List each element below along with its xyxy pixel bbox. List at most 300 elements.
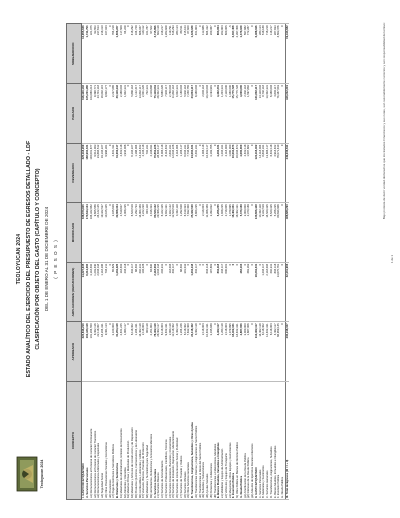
row-amount: 19,443,682 — [285, 24, 289, 84]
row-amount: 764,218 — [112, 24, 116, 84]
row-amount: 0 — [281, 262, 285, 322]
row-amount: 449,236,611 — [285, 143, 289, 203]
row-amount: 483,163 — [247, 262, 251, 322]
row-amount: 87,820 — [187, 24, 191, 84]
row-amount: 3,165,629 — [112, 203, 116, 263]
row-amount: 604,332 — [206, 24, 210, 84]
row-amount: 23,701,118 — [97, 84, 101, 144]
row-amount: 165,221,480 — [86, 84, 90, 144]
report-period: DEL 1 DE ENERO AL 31 DE DICIEMBRE DE 2024 — [44, 206, 49, 312]
report-subtitle: CLASIFICACIÓN POR OBJETO DEL GASTO (CAPÍTULO Y CONCEPTO) — [35, 168, 41, 350]
row-amount: 8,402,331 — [195, 143, 199, 203]
row-amount: 0 — [213, 24, 217, 84]
row-amount: 6,322,335 — [161, 203, 165, 263]
row-amount: 0 — [258, 262, 262, 322]
row-amount: 9,402,331 — [165, 203, 169, 263]
row-amount: 0 — [213, 84, 217, 144]
row-amount: 0 — [165, 262, 169, 322]
row-amount: 117,509 — [120, 24, 124, 84]
row-amount: 9,998,301 — [105, 143, 109, 203]
row-amount: 0 — [213, 262, 217, 322]
row-amount: 2,104,118 — [142, 143, 146, 203]
row-amount: 14,118,004 — [258, 84, 262, 144]
row-amount: 2,922,122 — [168, 203, 172, 263]
row-amount: 6,388,004 — [270, 84, 274, 144]
row-concept: a6) Previsiones — [108, 382, 112, 500]
report-title: ESTADO ANALÍTICO DEL EJERCICIO DEL PRESUPUESTO DE EGRESOS DETALLADO - LDF — [26, 140, 32, 378]
row-amount: 0 — [213, 322, 217, 382]
row-amount: 1,204,331 — [221, 143, 225, 203]
row-amount: 14,118,402 — [138, 143, 142, 203]
row-amount: 104,729 — [135, 24, 139, 84]
row-amount: 483,163 — [240, 262, 244, 322]
row-amount: 686,047 — [138, 24, 142, 84]
row-amount: 3,193,991 — [210, 84, 214, 144]
row-amount: 2,338,911 — [150, 143, 154, 203]
row-amount: 9,322,519 — [262, 203, 266, 263]
row-amount: 204,118 — [123, 262, 127, 322]
row-concept: E. Bienes Muebles, Inmuebles e Intangibles — [217, 382, 221, 500]
row-amount: 0 — [108, 84, 112, 144]
row-amount: 18,204,331 — [101, 322, 105, 382]
row-amount: 7,904,117 — [165, 84, 169, 144]
row-amount: 197,883 — [210, 262, 214, 322]
row-concept: F. Inversión Pública — [277, 382, 281, 500]
row-amount: 1,188,004 — [180, 84, 184, 144]
row-concept: b5) Productos Químicos, Farmacéuticos y de Laboratorio — [135, 382, 139, 500]
row-amount: 1,292,628 — [180, 203, 184, 263]
row-amount: 12,118,402 — [172, 322, 176, 382]
row-amount: 516,293 — [172, 24, 176, 84]
row-amount: 0 — [198, 203, 202, 263]
row-amount: 121,802,117 — [255, 84, 259, 144]
row-amount: 1,204,117 — [262, 262, 266, 322]
row-amount: 103,880,214 — [90, 84, 94, 144]
row-amount: 772,287 — [247, 24, 251, 84]
row-amount: 323,846,210 — [82, 322, 86, 382]
row-amount: 12,004,226 — [172, 143, 176, 203]
row-concept: F. Inversión Pública — [232, 382, 236, 500]
row-amount: 88,511 — [180, 24, 184, 84]
row-amount: 321,075 — [90, 24, 94, 84]
row-amount: 1,122,417 — [135, 84, 139, 144]
row-concept: III. Total de Egresos (III = I + II) — [285, 382, 289, 500]
row-amount: 101,787 — [146, 24, 150, 84]
row-amount: 318,217 — [161, 24, 165, 84]
row-amount: 1,204,226 — [180, 322, 184, 382]
row-amount: 118,402 — [120, 262, 124, 322]
row-concept: b9) Herramientas, Refacciones y Accesorios Menores — [150, 382, 154, 500]
row-amount: 10,218,004 — [206, 84, 210, 144]
footer-note: Bajo protesta de decir verdad declaramos que los Estados Financieros y sus notas, son razonablemente correctos y son responsabilidad del emisor. — [382, 22, 386, 220]
row-amount: 0 — [127, 84, 131, 144]
row-amount: 8,702,118 — [262, 84, 266, 144]
row-amount: 2,118,004 — [225, 322, 229, 382]
row-amount: 11,006,449 — [206, 203, 210, 263]
row-amount: 19,322,537 — [101, 203, 105, 263]
row-amount: 604,118 — [206, 262, 210, 322]
row-amount: 600,001 — [225, 262, 229, 322]
row-amount: 3,195,949 — [210, 322, 214, 382]
row-concept: d2) Transferencias al Resto del Sector Público — [198, 382, 202, 500]
row-amount: 3,193,765 — [210, 143, 214, 203]
row-amount: 8,402,116 — [93, 322, 97, 382]
row-amount: 704,211 — [105, 262, 109, 322]
row-amount: 18,402,331 — [232, 322, 236, 382]
row-amount: 2,519,627 — [120, 203, 124, 263]
row-amount: 0 — [108, 262, 112, 322]
row-concept: d3) Subsidios y Subvenciones — [202, 382, 206, 500]
row-amount: 12,402,331 — [266, 322, 270, 382]
row-amount: 2,402,118 — [243, 84, 247, 144]
row-amount: 6,118,402 — [183, 322, 187, 382]
row-amount: 24,002,331 — [191, 143, 195, 203]
row-amount: 237,613 — [97, 24, 101, 84]
row-amount: 80,520,122 — [153, 203, 157, 263]
row-amount: 0 — [251, 203, 255, 263]
row-amount: 118,112 — [142, 24, 146, 84]
row-concept: g1) Amortización de la Deuda Pública — [243, 382, 247, 500]
row-amount: 402,117 — [172, 262, 176, 322]
row-amount: 84,630 — [150, 262, 154, 322]
row-amount: 1,188,004 — [135, 143, 139, 203]
row-amount: 118,004 — [168, 262, 172, 322]
row-amount: 2,388,004 — [120, 84, 124, 144]
table-row — [285, 24, 289, 500]
row-amount: 0 — [243, 262, 247, 322]
row-amount: 7,744,580 — [187, 143, 191, 203]
row-amount: 3,100,000 — [112, 322, 116, 382]
row-amount: 23,804,117 — [191, 84, 195, 144]
row-amount: 76,071,430 — [277, 143, 281, 203]
row-concept: G. Deuda Pública — [240, 382, 244, 500]
row-amount: 2,118,004 — [266, 262, 270, 322]
row-concept: d1) Transferencias Internas y Asignaciones al Sector Público — [195, 382, 199, 500]
row-amount: 10,402,331 — [206, 322, 210, 382]
row-amount: 1,597,882 — [247, 143, 251, 203]
row-amount: 0 — [236, 262, 240, 322]
row-amount: 32,608,344 — [116, 203, 120, 263]
report-units: ( P E S O S ) — [53, 239, 58, 279]
row-amount: 804,118 — [146, 322, 150, 382]
row-amount: -5 — [228, 24, 232, 84]
row-amount: 204,117 — [221, 262, 225, 322]
row-amount: 93,553 — [93, 24, 97, 84]
row-amount: 6,104,227 — [131, 143, 135, 203]
row-concept: a1) Remuneraciones al Personal de Carácter Permanente — [90, 382, 94, 500]
row-amount: 16,002,115 — [101, 84, 105, 144]
row-concept: g2) Intereses de la Deuda Pública — [247, 382, 251, 500]
row-amount: 12,955,636 — [82, 24, 86, 84]
row-amount: 66,959,145 — [277, 322, 281, 382]
row-amount: 168,902,331 — [86, 143, 90, 203]
row-amount: 218,310 — [101, 24, 105, 84]
row-amount: 23,884,512 — [97, 143, 101, 203]
row-concept: d6) Transferencias a Fideicomisos, Mandatos — [213, 382, 217, 500]
row-amount: 0 — [146, 262, 150, 322]
row-amount: 31,002,117 — [116, 143, 120, 203]
row-amount: 3,393,832 — [210, 203, 214, 263]
row-concept: e1) Mobiliario y Equipo de Administración — [221, 382, 225, 500]
row-amount: 0 — [198, 24, 202, 84]
row-amount: 1,944,006 — [123, 143, 127, 203]
row-amount: 9,402,331 — [165, 322, 169, 382]
row-amount: 204,331 — [161, 262, 165, 322]
row-amount: 0 — [251, 24, 255, 84]
row-amount: 112,402,117 — [255, 322, 259, 382]
row-amount: 804,118 — [273, 262, 277, 322]
row-amount: 0 — [281, 322, 285, 382]
row-amount: 1,597,882 — [247, 84, 251, 144]
row-amount: 1,204,331 — [221, 84, 225, 144]
row-amount: 0 — [281, 24, 285, 84]
row-amount: 5,880,118 — [131, 84, 135, 144]
row-amount: 8,388,004 — [195, 84, 199, 144]
row-amount: 0 — [251, 322, 255, 382]
row-amount: 4,887,006 — [240, 322, 244, 382]
row-amount: 1,118,206 — [101, 262, 105, 322]
row-amount: 9,401,114 — [105, 322, 109, 382]
row-amount: 301,032 — [183, 262, 187, 322]
header-accrued: DEVENGADO — [67, 143, 82, 203]
row-amount: 5,206,235 — [273, 203, 277, 263]
row-concept: b6) Combustibles, Lubricantes y Aditivos — [138, 382, 142, 500]
row-amount: 8,118,402 — [262, 322, 266, 382]
row-amount: 3,000,000 — [243, 203, 247, 263]
row-amount: 24,118,402 — [191, 322, 195, 382]
row-amount: 325,118,209 — [82, 143, 86, 203]
row-amount: 0 — [281, 84, 285, 144]
row-amount: 64,229 — [123, 24, 127, 84]
row-amount: 1,079,995 — [228, 203, 232, 263]
row-amount: 4,000,000 — [240, 84, 244, 144]
row-amount: 0 — [127, 24, 131, 84]
row-amount: 0 — [232, 262, 236, 322]
row-amount: 600,005 — [225, 24, 229, 84]
row-concept: B. Materiales y Suministros — [262, 382, 266, 500]
row-amount: 4,402,117 — [273, 322, 277, 382]
row-amount: 74,387,543 — [277, 84, 281, 144]
row-amount: 8,804,235 — [195, 203, 199, 263]
row-amount: 88,402 — [135, 262, 139, 322]
row-amount: 2,804,118 — [168, 322, 172, 382]
row-amount: 14,804,449 — [138, 203, 142, 263]
row-amount: 22,118,007 — [97, 322, 101, 382]
row-concept: b8) Materiales y Suministros para Seguridad — [146, 382, 150, 500]
row-amount: 338,073,845 — [82, 203, 86, 263]
row-amount: 28,402,331 — [157, 84, 161, 144]
row-concept: e2) Vehículos y Equipo de Transporte — [225, 382, 229, 500]
row-amount: 14,402,118 — [258, 203, 262, 263]
row-amount: 12,520,519 — [172, 203, 176, 263]
row-amount: 18,402,331 — [232, 203, 236, 263]
row-concept: a5) Otras Prestaciones Sociales y Económicas — [105, 382, 109, 500]
row-concept: b3) Materias Primas y Materiales de Producción — [127, 382, 131, 500]
page-number: 1 de 1 — [390, 254, 394, 264]
row-amount: 1,204,331 — [135, 322, 139, 382]
row-amount: 0 — [198, 322, 202, 382]
row-concept: b2) Alimentos y Utensilios — [123, 382, 127, 500]
row-amount: 1,283,929 — [165, 24, 169, 84]
row-amount: 2,118,004 — [153, 262, 157, 322]
row-amount: 107,024 — [105, 24, 109, 84]
row-amount: 1,370,169 — [240, 24, 244, 84]
row-amount: 402,331 — [138, 262, 142, 322]
row-amount: 6,520,519 — [131, 203, 135, 263]
row-amount: 0 — [228, 262, 232, 322]
row-amount: 11,802,118 — [172, 84, 176, 144]
header-concept: CONCEPTO — [67, 382, 82, 500]
row-concept: d4) Ayudas Sociales — [206, 382, 210, 500]
row-amount: 7,832,400 — [187, 322, 191, 382]
row-amount: 8,214,006 — [86, 262, 90, 322]
row-amount: 14,520,335 — [266, 203, 270, 263]
row-amount: 0 — [108, 24, 112, 84]
row-amount: 1,204,118 — [191, 262, 195, 322]
row-amount: 402,117 — [131, 262, 135, 322]
row-amount: 1,408,235 — [221, 203, 225, 263]
row-amount: 2,118,004 — [202, 322, 206, 382]
row-amount: 13,802,117 — [138, 84, 142, 144]
row-amount: 8,804,331 — [262, 143, 266, 203]
row-amount: 2,397,458 — [232, 24, 236, 84]
row-amount: 2,008,235 — [123, 203, 127, 263]
row-amount: 2,802,331 — [168, 143, 172, 203]
row-amount: 804,118 — [146, 203, 150, 263]
row-amount: 440,242,219 — [285, 84, 289, 144]
row-amount: 2,237,085 — [112, 84, 116, 144]
row-amount: 18,402,331 — [236, 322, 240, 382]
row-concept: B. Materiales y Suministros — [116, 382, 120, 500]
row-amount: 6,488,046 — [255, 24, 259, 84]
header-sub-exercise: SUBEJERCICIO — [67, 24, 82, 84]
row-amount: 14,402,118 — [258, 322, 262, 382]
row-concept: C. Servicios Generales — [153, 382, 157, 500]
row-concept: b7) Vestuario, Blancos, Prendas de Protección — [142, 382, 146, 500]
row-amount: 0 — [108, 143, 112, 203]
row-amount: 16,004,873 — [232, 143, 236, 203]
row-amount: 104,001,877 — [90, 143, 94, 203]
row-amount: 13,804,117 — [266, 143, 270, 203]
row-amount: 130,606,448 — [255, 203, 259, 263]
row-concept: g3) Adeudos de Ejercicios Fiscales Anteriores — [251, 382, 255, 500]
row-concept: c7) Servicios de Traslado y Viáticos — [180, 382, 184, 500]
row-amount: 2,370,169 — [247, 203, 251, 263]
row-amount: 1,080,000 — [228, 84, 232, 144]
row-amount: 76,804,226 — [153, 143, 157, 203]
row-amount: 1,204,118 — [221, 322, 225, 382]
row-amount: 170,644,124 — [86, 203, 90, 263]
row-amount: 124,118,402 — [255, 143, 259, 203]
row-amount: 9,605,556 — [93, 203, 97, 263]
row-amount: 1,080,000 — [228, 143, 232, 203]
row-amount: 5,902,118 — [183, 84, 187, 144]
row-amount: 162,430,118 — [86, 322, 90, 382]
row-concept: b4) Materiales y Artículos de Construcción y de Reparación — [131, 382, 135, 500]
row-amount: 6,118,004 — [161, 322, 165, 382]
row-amount: 1,292,733 — [135, 203, 139, 263]
row-amount: 7,248,755 — [187, 84, 191, 144]
row-concept: c2) Servicios de Arrendamiento — [161, 382, 165, 500]
row-amount: 0 — [108, 203, 112, 263]
row-amount: 32,431,966 — [285, 262, 289, 322]
row-amount: 0 — [198, 262, 202, 322]
row-amount: 602,118 — [157, 24, 161, 84]
row-amount: 2,401,411 — [112, 143, 116, 203]
row-amount: 6,004,118 — [161, 143, 165, 203]
row-amount: 4,402,331 — [217, 143, 221, 203]
row-amount: 8,402,118 — [195, 322, 199, 382]
row-amount: 402,331 — [270, 262, 274, 322]
row-amount: 0 — [108, 322, 112, 382]
row-amount: 15,775,728 — [236, 84, 240, 144]
row-concept: c5) Servicios de Instalación, Reparación, Mantenimiento — [172, 382, 176, 500]
row-amount: 15,775,728 — [232, 84, 236, 144]
row-amount: 30,118,442 — [116, 84, 120, 144]
row-concept: c3) Servicios Profesionales, Científicos, Técnicos — [165, 382, 169, 500]
budget-table — [66, 23, 289, 500]
row-amount: 6,520,335 — [270, 203, 274, 263]
row-amount: 1,320,189 — [191, 24, 195, 84]
row-amount: 28,402,117 — [157, 322, 161, 382]
row-amount: 2,436,433 — [150, 203, 154, 263]
row-amount: 203,904 — [221, 24, 225, 84]
row-amount: 702,331 — [146, 84, 150, 144]
row-amount: 2,397,458 — [236, 24, 240, 84]
row-concept: c1) Servicios Básicos — [157, 382, 161, 500]
row-amount: 14,227,635 — [82, 262, 86, 322]
row-amount: 0 — [127, 143, 131, 203]
row-amount: 24,122,125 — [97, 203, 101, 263]
entity-name: TEOLOYUCAN 2024 — [16, 233, 22, 285]
row-amount: 1,004,118 — [157, 262, 161, 322]
row-concept: E. Bienes Muebles, Inmuebles e Intangibles — [273, 382, 277, 500]
row-amount: 0 — [213, 203, 217, 263]
row-amount: 1,741,793 — [86, 24, 90, 84]
row-amount: 4,918,402 — [273, 143, 277, 203]
row-amount: 287,833 — [273, 24, 277, 84]
row-concept: c9) Otros Servicios Generales — [187, 382, 191, 500]
row-amount: 4,402,118 — [176, 203, 180, 263]
row-amount: 4,804,117 — [273, 84, 277, 144]
row-amount: 0 — [251, 262, 255, 322]
row-amount: 702,331 — [146, 143, 150, 203]
row-concept: A. Servicios Personales — [258, 382, 262, 500]
row-concept: c6) Servicios de Comunicación Social y Publicidad — [176, 382, 180, 500]
row-amount: 2,402,118 — [120, 143, 124, 203]
row-amount: 1,203,440 — [93, 262, 97, 322]
row-concept: c4) Servicios Financieros, Bancarios y Comerciales — [168, 382, 172, 500]
row-amount: 0 — [198, 84, 202, 144]
row-amount: 1,079,995 — [228, 322, 232, 382]
row-concept: b1) Materiales de Administración, Emisión de Documentos — [120, 382, 124, 500]
row-amount: 5,206,235 — [217, 203, 221, 263]
row-amount: 14,118,004 — [258, 143, 262, 203]
row-concept: a7) Pago de Estímulos a Servidores Públicos — [112, 382, 116, 500]
row-amount: 13,675,761 — [277, 262, 281, 322]
row-amount: 2,222,230 — [142, 203, 146, 263]
row-amount: 2,718,005 — [225, 203, 229, 263]
row-amount: 9,902,177 — [105, 84, 109, 144]
row-amount: 4,402,118 — [176, 322, 180, 382]
row-amount: 104,226 — [142, 262, 146, 322]
row-amount: 101,204,550 — [90, 322, 94, 382]
row-concept: D. Transferencias, Asignaciones, Subsidios y Otras Ayudas — [191, 382, 195, 500]
logo-caption: Teoloyucan 2024 — [40, 459, 44, 489]
row-amount: 2,118,004 — [142, 322, 146, 382]
row-amount: 3,118,402 — [90, 262, 94, 322]
row-concept: f1) Obra Pública en Bienes de Dominio Público — [236, 382, 240, 500]
